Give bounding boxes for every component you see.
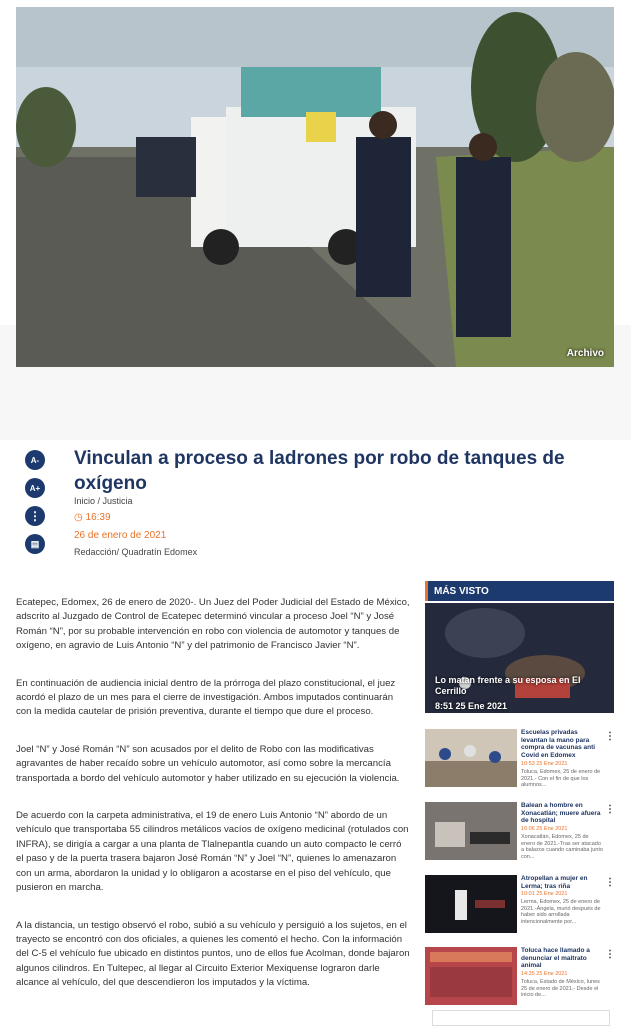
clock-icon: ◷ [74, 512, 83, 523]
list-item[interactable] [425, 875, 614, 937]
street-thumbnail [425, 802, 517, 860]
item-menu-icon[interactable]: ⋮ [605, 804, 615, 815]
paragraph: A la distancia, un testigo observó el robo, subió a su vehículo y persiguió a los sujetos, en el trayecto se encontró con dos oficiales, a quienes les comentó el hecho. Con la información del C-5 el vehículo fue ubicado en distintos puntos, uno de ellos fue Acolman, donde bajaron algunos cilindros. En Tultepec, al llegar al Circuito Exterior Mexiquense lograron darle alcance al vehículo, del que descendieron los imputados y la víctima. [16, 919, 410, 989]
item-desc: Xonacatlán, Edomex, 25 de enero de 2021.-Tras ser atacado a balazos cuando caminaba junto con... [521, 834, 603, 860]
thumbnail [425, 729, 517, 787]
list-item[interactable] [425, 802, 614, 864]
article-title: Vinculan a proceso a ladrones por robo de tanques de oxígeno [74, 448, 565, 494]
font-decrease-button[interactable]: A- [25, 450, 45, 470]
article-body [16, 596, 411, 1014]
night-scene-thumbnail [425, 875, 517, 933]
thumbnail [425, 947, 517, 1005]
item-desc: Lerma, Edomex, 25 de enero de 2021.-Ángela, murió después de haber sido arrollada intencionalmente por... [521, 899, 601, 925]
more-options-button[interactable]: ⋮ [25, 506, 45, 526]
item-menu-icon[interactable]: ⋮ [605, 949, 615, 960]
poster-thumbnail [425, 947, 517, 1005]
sidebar-heading: MÁS VISTO [425, 581, 614, 601]
paragraph: De acuerdo con la carpeta administrativa, el 19 de enero Luis Antonio “N” abordo de un vehículo que transportaba 55 cilindros metálicos vacíos de oxígeno medicinal (rotulados con INFRA), se dirigía a cargar a una planta de Tlalnepantla cuando un auto compacto le cerró el paso y de la puerta trasera bajaron José Román “N” y Joel “N”, quienes lo amenazaron con un arma, abordaron la unidad y lo obligaron a acostarse en el piso del vehículo, que pusieron en marcha. [16, 810, 409, 894]
item-date: 10:01 25 Ene 2021 [521, 891, 568, 897]
article-time: 16:39 [85, 512, 111, 523]
most-viewed-sidebar [425, 581, 615, 999]
item-date: 10:53 25 Ene 2021 [521, 761, 568, 767]
item-desc: Toluca, Estado de México, lunes 25 de enero de 2021.- Desde el inicio de... [521, 979, 600, 999]
paragraph: En continuación de audiencia inicial dentro de la prórroga del plazo constitucional, el juez acordó el plazo de un mes para el cierre de investigación. Ambos imputados continuarán con la medida cautelar de prisión preventiva, durante el tiempo que dure el proceso. [16, 677, 396, 718]
article-author: Redacción/ Quadratín Edomex [74, 547, 198, 557]
list-item[interactable] [425, 947, 614, 1009]
photo-credit: Archivo [566, 348, 604, 359]
item-date: 16:06 25 Ene 2021 [521, 826, 568, 832]
hero-image [16, 7, 614, 367]
item-menu-icon[interactable]: ⋮ [605, 877, 615, 888]
featured-date: 8:51 25 Ene 2021 [435, 701, 508, 711]
breadcrumb[interactable]: Inicio / Justicia [74, 496, 133, 506]
item-title: Toluca hace llamado a denunciar el maltrato animal [521, 947, 590, 969]
thumbnail [425, 802, 517, 860]
item-title: Balean a hombre en Xonacatlán; muere afuera de hospital [521, 802, 601, 824]
font-increase-button[interactable]: A+ [25, 478, 45, 498]
article-time-row [74, 512, 111, 523]
classroom-thumbnail [425, 729, 517, 787]
paragraph: Ecatepec, Edomex, 26 de enero de 2020-. Un Juez del Poder Judicial del Estado de México, adscrito al Juzgado de Control de Ecatepec determinó vincular a proceso Joel “N” y José Román “N”, por su probable intervención en robo con violencia de automotor y tanques de oxígeno, en agravio de Luis Antonio “N” y del patrimonio de Francisco Javier “N”. [16, 597, 410, 652]
list-item[interactable] [425, 729, 614, 791]
item-menu-icon[interactable]: ⋮ [605, 731, 615, 742]
item-desc: Toluca, Edomex, 25 de enero de 2021.- Con el fin de que los alumnos... [521, 769, 601, 789]
item-date: 14:35 25 Ene 2021 [521, 971, 568, 977]
article-date: 26 de enero de 2021 [74, 530, 167, 541]
featured-story[interactable] [425, 603, 614, 713]
hero-photo [16, 7, 614, 367]
item-title: Atropellan a mujer en Lerma; tras riña [521, 875, 588, 890]
print-button[interactable]: ▤ [25, 534, 45, 554]
item-title: Escuelas privadas levantan la mano para compra de vacunas anti Covid en Edomex [521, 729, 596, 759]
featured-title: Lo matan frente a su esposa en El Cerrillo [435, 675, 581, 696]
article-tools [25, 450, 45, 562]
paragraph: Joel “N” y José Román “N” son acusados por el delito de Robo con las modificativas agravantes de haber recaído sobre un vehículo automotor, así como sobre la mercancía transportada a bordo del vehículo automotor y haber utilizado en su ejecución la violencia. [16, 743, 400, 784]
thumbnail [425, 875, 517, 933]
